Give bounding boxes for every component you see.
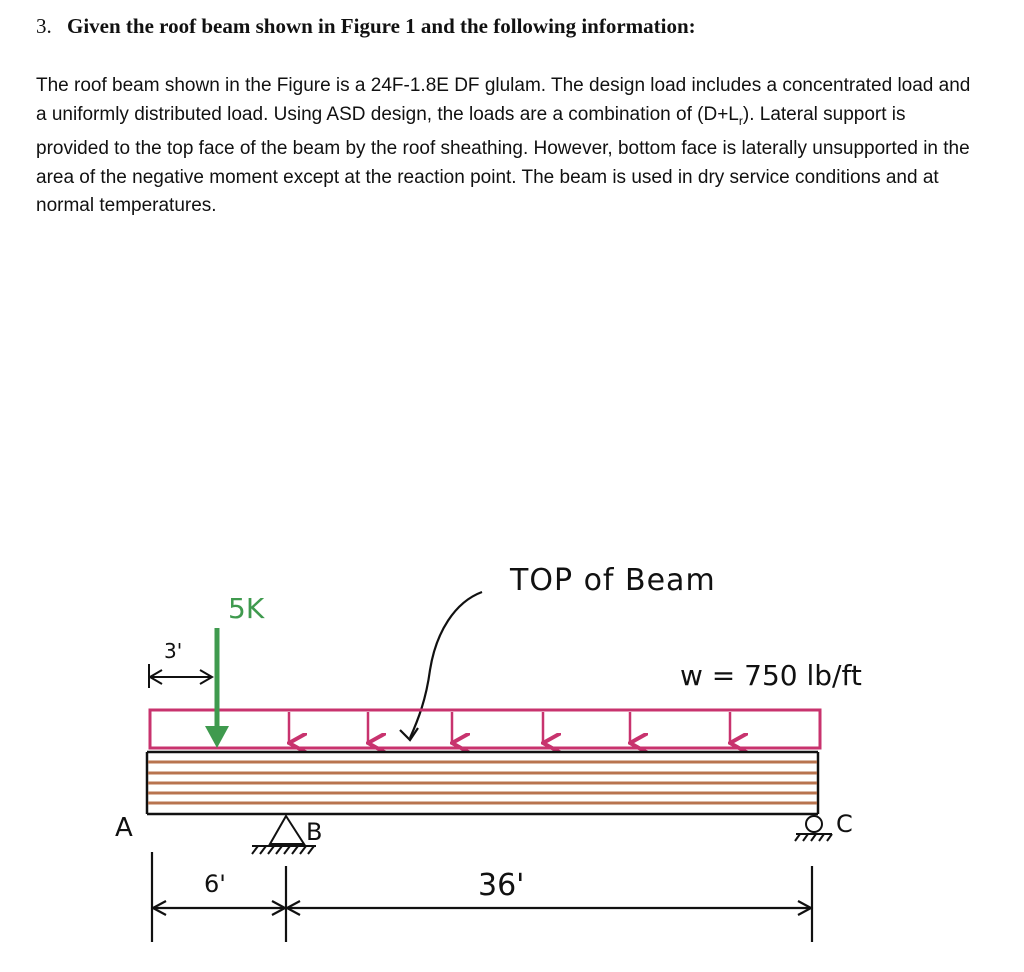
distributed-load-arrows: [289, 712, 730, 743]
live-load-subscript: r: [738, 113, 743, 128]
point-load-offset-label: 3': [164, 639, 183, 663]
problem-heading: [36, 14, 696, 39]
problem-title: Given the roof beam shown in Figure 1 and the following information:: [67, 14, 696, 38]
roller-support-c: [795, 816, 832, 841]
problem-number: 3.: [36, 14, 52, 38]
description-part-2: ). Lateral support is provided to the top face of the beam by the roof sheathing. However, bottom face is laterally unsupported in the area of the negative moment except at the reaction point. The beam is used in dry service conditions and at normal temperatures.: [36, 103, 970, 217]
support-b-label: B: [306, 818, 323, 846]
support-c-label: C: [836, 810, 853, 838]
problem-description: [36, 72, 976, 221]
figure-1: [0, 540, 1024, 972]
pin-support-triangle: [270, 816, 304, 844]
glulam-beam: [147, 752, 818, 814]
top-of-beam-leader-line: [410, 592, 482, 738]
distributed-load-box: [150, 710, 820, 748]
overhang-span-label: 6': [204, 870, 226, 898]
roller-hatch: [795, 834, 832, 841]
top-of-beam-label: TOP of Beam: [510, 563, 716, 598]
point-load-label: 5K: [228, 592, 265, 625]
top-of-beam-leader-arrowhead: [400, 728, 418, 740]
beam-diagram: [0, 540, 1024, 972]
pin-support-hatch: [252, 846, 314, 854]
point-load-arrowhead: [205, 726, 229, 748]
roller-circle: [806, 816, 822, 832]
support-a-label: A: [115, 813, 133, 843]
description-part-1: The roof beam shown in the Figure is a 24F-1.8E DF glulam. The design load includes a concentrated load and a uniformly distributed load. Using ASD design, the loads are a combination of (D+L: [36, 75, 971, 125]
beam-laminations: [148, 762, 817, 803]
distributed-load-label: w = 750 lb/ft: [680, 659, 862, 692]
main-span-label: 36': [478, 868, 525, 903]
